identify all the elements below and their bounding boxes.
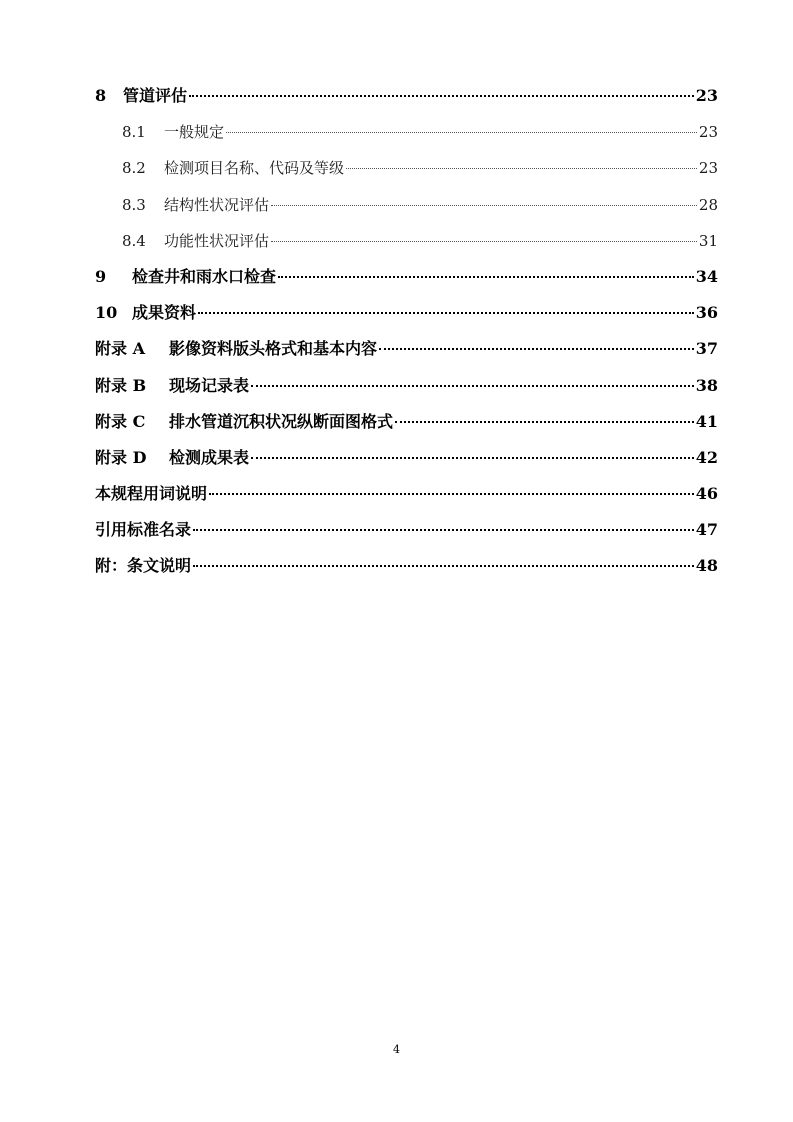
toc-entry-page: 46 (695, 484, 718, 504)
toc-entry-title: 本规程用词说明 (95, 484, 208, 504)
dot-leader (271, 241, 697, 242)
toc-entry-page: 36 (695, 303, 718, 323)
toc-entry-appendix-a[interactable] (95, 337, 718, 373)
toc-entry-8-4[interactable] (95, 229, 718, 265)
toc-entry-title: 排水管道沉积状况纵断面图格式 (169, 411, 394, 431)
dot-leader (251, 457, 694, 459)
toc-entry-appendix-d[interactable] (95, 446, 718, 482)
toc-entry-number: 8 (95, 86, 107, 105)
toc-entry-number: 8.4 (122, 231, 146, 250)
toc-entry-title: 一般规定 (164, 123, 225, 142)
toc-entry-title: 检测项目名称、代码及等级 (164, 159, 345, 178)
toc-entry-number: 附录 A (95, 339, 145, 359)
toc-entry-page: 23 (695, 86, 718, 105)
toc-entry-title: 成果资料 (132, 303, 197, 323)
dot-leader (209, 493, 694, 495)
toc-entry-title: 现场记录表 (169, 375, 250, 395)
dot-leader (251, 385, 694, 387)
toc-entry-page: 37 (695, 339, 718, 359)
toc-entry-appendix-b[interactable] (95, 374, 718, 410)
dot-leader (193, 565, 694, 567)
toc-entry-title: 检查井和雨水口检查 (132, 266, 277, 286)
toc-entry-number: 附录 C (95, 411, 146, 431)
toc-entry-title: 管道评估 (123, 86, 188, 105)
toc-entry-title: 检测成果表 (169, 447, 250, 467)
toc-entry-8-3[interactable] (95, 193, 718, 229)
toc-entry-8-2[interactable] (95, 156, 718, 192)
toc-entry-page: 41 (695, 411, 718, 431)
toc-entry-page: 38 (695, 375, 718, 395)
page-number: 4 (393, 1043, 400, 1056)
dot-leader (379, 348, 694, 350)
toc-entry-page: 31 (698, 231, 718, 250)
dot-leader (198, 312, 694, 314)
toc-entry-title: 结构性状况评估 (164, 195, 270, 214)
toc-entry-page: 28 (698, 195, 718, 214)
toc-entry-10[interactable] (95, 301, 718, 337)
toc-entry-page: 23 (698, 123, 718, 142)
dot-leader (395, 421, 694, 423)
toc-entry-referenced-standards[interactable] (95, 518, 718, 554)
table-of-contents (95, 84, 718, 591)
toc-entry-page: 42 (695, 447, 718, 467)
toc-entry-number: 9 (95, 266, 107, 286)
toc-entry-title: 附：条文说明 (95, 556, 192, 576)
dot-leader (189, 95, 694, 97)
toc-entry-number: 附录 B (95, 375, 147, 395)
dot-leader (226, 132, 697, 133)
toc-entry-provision-explanation[interactable] (95, 554, 718, 590)
toc-entry-page: 48 (695, 556, 718, 576)
toc-entry-appendix-c[interactable] (95, 410, 718, 446)
toc-entry-8[interactable] (95, 84, 718, 120)
toc-entry-number: 8.3 (122, 195, 146, 214)
toc-entry-title: 引用标准名录 (95, 520, 192, 540)
dot-leader (271, 205, 697, 206)
toc-entry-number: 附录 D (95, 447, 147, 467)
toc-entry-number: 8.2 (122, 159, 146, 178)
toc-entry-8-1[interactable] (95, 120, 718, 156)
dot-leader (346, 168, 697, 169)
toc-entry-page: 23 (698, 159, 718, 178)
dot-leader (278, 276, 694, 278)
toc-entry-terms-explanation[interactable] (95, 482, 718, 518)
toc-entry-page: 47 (695, 520, 718, 540)
toc-entry-page: 34 (695, 266, 718, 286)
toc-entry-title: 功能性状况评估 (164, 231, 270, 250)
toc-entry-number: 10 (95, 303, 118, 323)
dot-leader (193, 529, 694, 531)
toc-entry-9[interactable] (95, 265, 718, 301)
toc-entry-number: 8.1 (122, 123, 146, 142)
toc-entry-title: 影像资料版头格式和基本内容 (169, 339, 378, 359)
